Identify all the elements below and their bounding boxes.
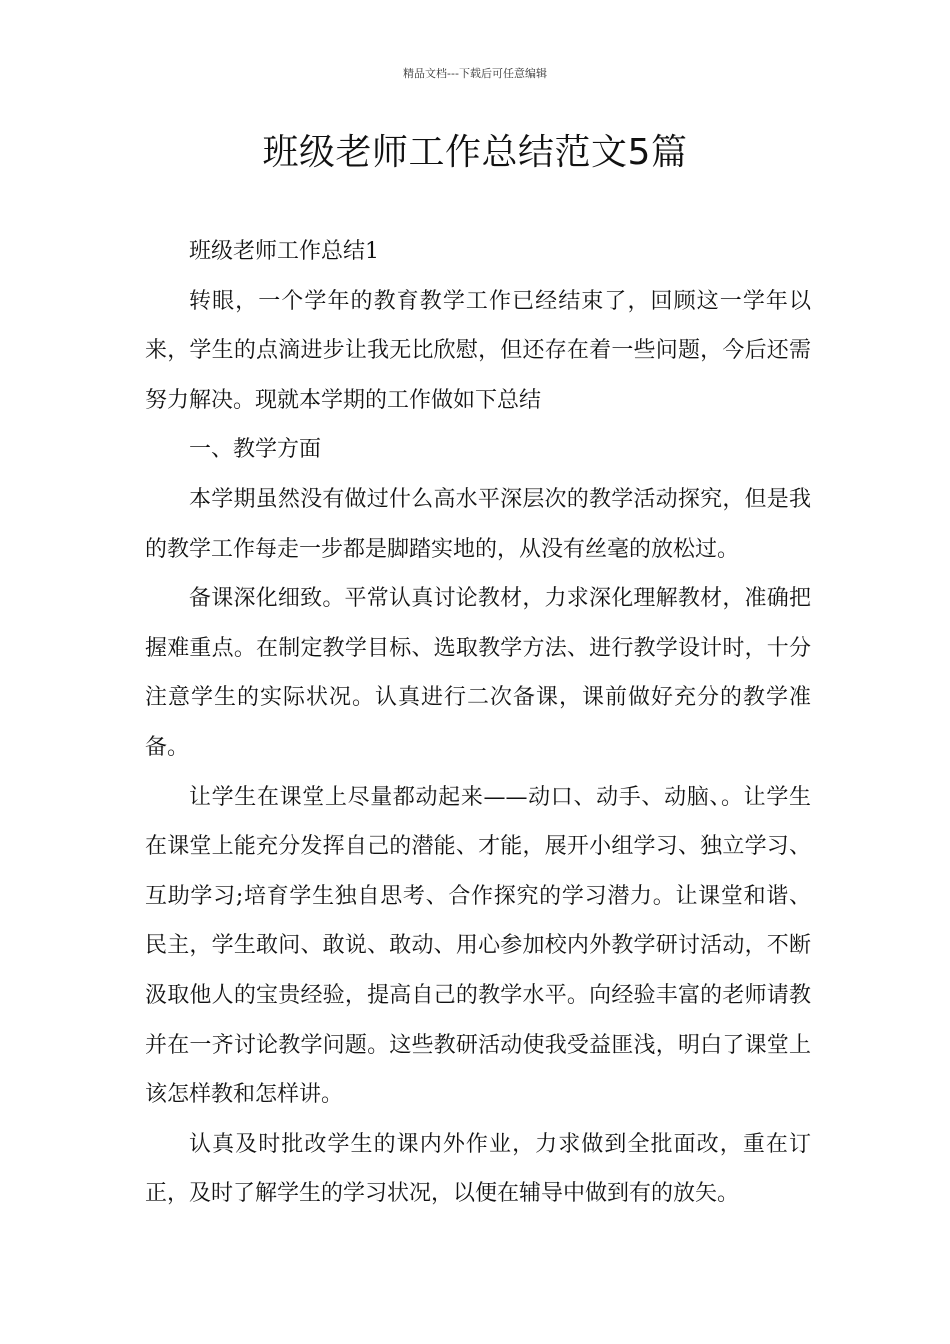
section-heading-teaching: 一、教学方面 <box>189 437 322 463</box>
header-note: 精品文档---下载后可任意编辑 <box>403 67 547 80</box>
paragraph-intro: 转眼，一个学年的教育教学工作已经结束了，回顾这一学年以来，学生的点滴进步让我无比欣慰，但还存在着一些问题，今后还需努力解决。现就本学期的工作做如下总结 <box>145 288 811 413</box>
paragraph-teaching-overview: 本学期虽然没有做过什么高水平深层次的教学活动探究，但是我的教学工作每走一步都是脚踏实地的，从没有丝毫的放松过。 <box>145 486 811 562</box>
paragraph-lesson-preparation: 备课深化细致。平常认真讨论教材，力求深化理解教材，准确把握难重点。在制定教学目标、选取教学方法、进行教学设计时，十分注意学生的实际状况。认真进行二次备课，课前做好充分的教学准备。 <box>145 586 811 760</box>
document-body <box>145 227 811 1219</box>
section-heading-summary-1: 班级老师工作总结1 <box>189 239 379 264</box>
paragraph-classroom-activity: 让学生在课堂上尽量都动起来——动口、动手、动脑、。让学生在课堂上能充分发挥自己的潜能、才能，展开小组学习、独立学习、互助学习;培育学生独自思考、合作探究的学习潜力。让课堂和谐、民主，学生敢问、敢说、敢动、用心参加校内外教学研讨活动，不断汲取他人的宝贵经验，提高自己的教学水平。向经验丰富的老师请教并在一齐讨论教学问题。这些教研活动使我受益匪浅，明白了课堂上该怎样教和怎样讲。 <box>145 784 811 1108</box>
paragraph-homework-correction: 认真及时批改学生的课内外作业，力求做到全批面改，重在订正，及时了解学生的学习状况，以便在辅导中做到有的放矢。 <box>145 1131 811 1207</box>
document-title: 班级老师工作总结范文5篇 <box>262 132 688 173</box>
